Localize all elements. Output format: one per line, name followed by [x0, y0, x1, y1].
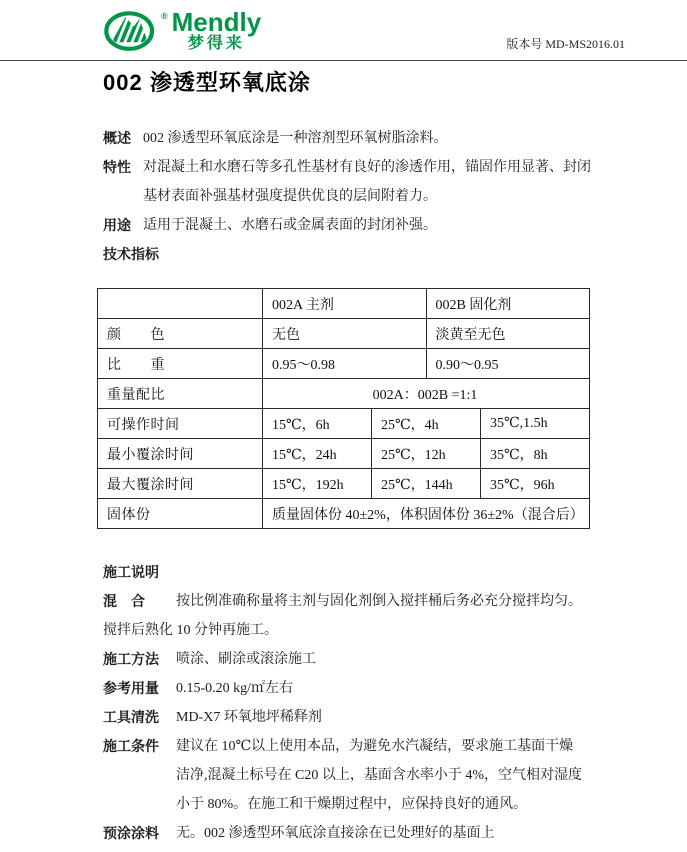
mixing-text: 按比例准确称量将主剂与固化剂倒入搅拌桶后务必充分搅拌均匀。	[176, 594, 582, 609]
row-label: 可操作时间	[98, 409, 263, 439]
overview-row	[103, 124, 627, 153]
table-row-header	[98, 289, 590, 319]
table-row-color	[98, 319, 590, 349]
color-b: 淡黄至无色	[426, 319, 590, 349]
construction-section	[103, 587, 627, 848]
row-label: 固体份	[98, 499, 263, 529]
table-row-min-recoat	[98, 439, 590, 469]
row-label: 最小覆涂时间	[98, 439, 263, 469]
features-label: 特性	[103, 159, 131, 175]
brand-name-chinese: 梦得来	[187, 35, 245, 52]
max-recoat-25c: 25℃，144h	[372, 469, 481, 499]
usage-label: 用途	[103, 217, 131, 233]
usage-row	[103, 211, 627, 240]
document-body	[0, 69, 687, 848]
usage-text: 适用于混凝土、水磨石或金属表面的封闭补强。	[143, 218, 437, 233]
method-text: 喷涂、刷涂或滚涂施工	[176, 652, 316, 667]
min-recoat-15c: 15℃，24h	[263, 439, 372, 469]
tool-cleaning-label: 工具清洗	[103, 709, 159, 725]
conditions-text: 建议在 10℃以上使用本品，为避免水汽凝结，要求施工基面干燥 洁净,混凝土标号在 C20 以上，基面含水率小于 4%，空气相对湿度 小于 80%。在施工和干燥期过程中，应保持良好的通风。	[176, 739, 582, 812]
potlife-15c: 15℃，6h	[263, 409, 372, 439]
color-a: 无色	[263, 319, 427, 349]
row-label: 重量配比	[98, 379, 263, 409]
table-row-solids	[98, 499, 590, 529]
precoat-row	[103, 819, 627, 848]
tech-spec-heading: 技术指标	[103, 246, 159, 262]
header-empty-cell	[98, 289, 263, 319]
mendly-logo-icon	[104, 10, 160, 54]
gravity-a: 0.95～0.98	[263, 349, 427, 379]
method-row	[103, 645, 627, 674]
gravity-b: 0.90～0.95	[426, 349, 590, 379]
construction-heading: 施工说明	[103, 564, 159, 580]
mixing-label: 混 合	[103, 593, 145, 609]
page-title: 002 渗透型环氧底涂	[103, 70, 311, 95]
version-number: 版本号 MD-MS2016.01	[506, 37, 625, 51]
tool-cleaning-text: MD-X7 环氧地坪稀释剂	[176, 710, 322, 725]
row-label: 最大覆涂时间	[98, 469, 263, 499]
dosage-text: 0.15-0.20 kg/㎡左右	[176, 681, 294, 696]
max-recoat-15c: 15℃，192h	[263, 469, 372, 499]
min-recoat-35c: 35℃，8h	[481, 439, 590, 469]
potlife-35c: 35℃,1.5h	[481, 409, 590, 439]
tool-cleaning-row	[103, 703, 627, 732]
overview-label: 概述	[103, 130, 131, 146]
row-label: 比 重	[98, 349, 263, 379]
table-row-ratio	[98, 379, 590, 409]
solids-value: 质量固体份 40±2%，体积固体份 36±2%（混合后）	[263, 499, 590, 529]
min-recoat-25c: 25℃，12h	[372, 439, 481, 469]
brand-text	[171, 7, 262, 53]
table-row-gravity	[98, 349, 590, 379]
features-row	[103, 153, 627, 211]
intro-section	[103, 124, 627, 240]
table-row-max-recoat	[98, 469, 590, 499]
max-recoat-35c: 35℃，96h	[481, 469, 590, 499]
brand-name: Mendly	[171, 7, 262, 37]
precoat-label: 预涂涂料	[103, 825, 159, 841]
potlife-25c: 25℃，4h	[372, 409, 481, 439]
dosage-row	[103, 674, 627, 703]
page-header	[0, 0, 687, 61]
registered-trademark-icon: ®	[161, 11, 168, 21]
header-col-b: 002B 固化剂	[426, 289, 590, 319]
overview-text: 002 渗透型环氧底涂是一种溶剂型环氧树脂涂料。	[143, 131, 448, 146]
row-label: 颜 色	[98, 319, 263, 349]
method-label: 施工方法	[103, 651, 159, 667]
conditions-label: 施工条件	[103, 738, 159, 754]
mixing-continuation: 搅拌后熟化 10 分钟再施工。	[103, 623, 278, 638]
dosage-label: 参考用量	[103, 680, 159, 696]
features-text: 对混凝土和水磨石等多孔性基材有良好的渗透作用，锚固作用显著、封闭 基材表面补强基材强度提供优良的层间附着力。	[143, 160, 591, 204]
conditions-row	[103, 732, 627, 819]
table-row-potlife	[98, 409, 590, 439]
spec-table	[97, 288, 590, 529]
header-col-a: 002A 主剂	[263, 289, 427, 319]
ratio-value: 002A：002B =1:1	[263, 379, 590, 409]
precoat-text: 无。002 渗透型环氧底涂直接涂在已处理好的基面上	[176, 826, 495, 841]
mixing-row	[103, 587, 627, 616]
brand-logo	[104, 7, 262, 54]
